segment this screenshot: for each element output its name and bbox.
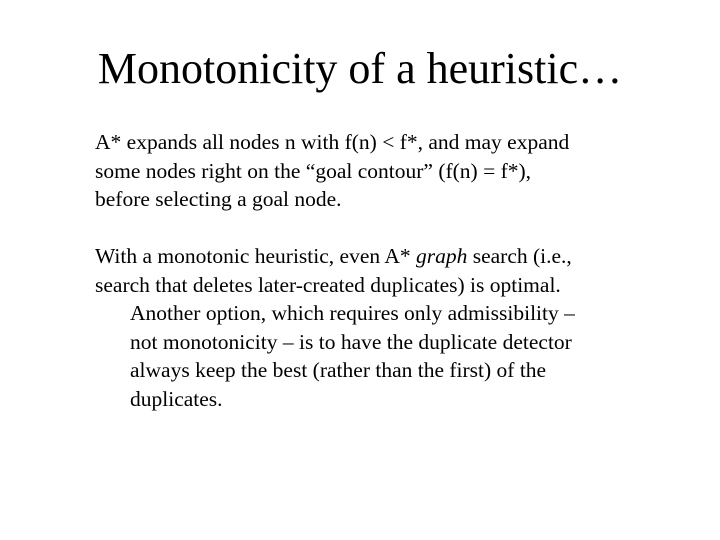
paragraph2-subline: Another option, which requires only admissibility – — [130, 301, 575, 325]
paragraph1-line3: before selecting a goal node. — [95, 187, 342, 211]
paragraph2-line2: search that deletes later-created duplicates) is optimal. — [95, 272, 561, 297]
paragraph2-emphasis-graph: graph — [415, 244, 468, 268]
paragraph2-subline: not monotonicity – is to have the duplicate detector — [130, 329, 572, 354]
paragraph1-line1: A* expands all nodes n with f(n) < f*, and may expand — [95, 130, 570, 154]
paragraph2-line1-before: With a monotonic heuristic, even A* — [95, 244, 416, 268]
paragraph2-subline: duplicates. — [130, 386, 223, 411]
slide-body — [95, 128, 695, 413]
paragraph2-line1-after: search (i.e., — [467, 244, 572, 268]
paragraph2-subline: always keep the best (rather than the first) of the — [130, 358, 547, 382]
paragraph-astar-expansion — [95, 128, 695, 214]
slide-title: Monotonicity of a heuristic… — [97, 44, 623, 93]
paragraph2-line1 — [95, 242, 695, 271]
paragraph-monotonic-heuristic — [95, 242, 695, 413]
paragraph1-line2: some nodes right on the “goal contour” (f(n) = f*), — [95, 158, 532, 183]
